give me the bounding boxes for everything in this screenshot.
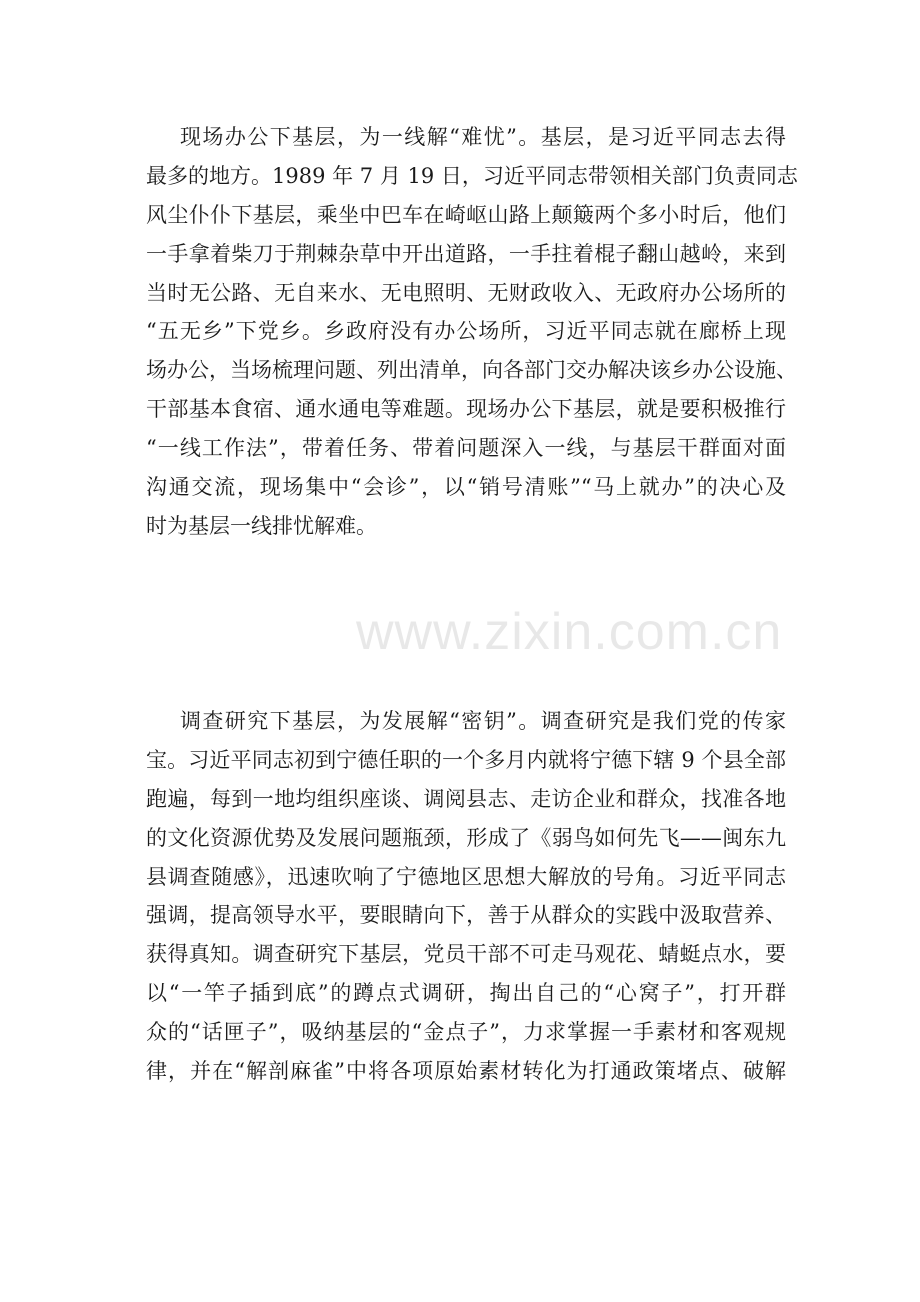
text-line: “五无乡”下党乡。乡政府没有办公场所，习近平同志就在廊桥上现 [146, 319, 786, 344]
text-line: 最多的地方。1989 年 7 月 19 日，习近平同志带领相关部门负责同志 [146, 163, 798, 188]
watermark: www.zixin.com.cn [356, 603, 783, 661]
text-line: 干部基本食宿、通水通电等难题。现场办公下基层，就是要积极推行 [146, 397, 786, 422]
text-line: 宝。习近平同志初到宁德任职的一个多月内就将宁德下辖 9 个县全部 [146, 747, 786, 772]
text-line: 风尘仆仆下基层，乘坐中巴车在崎岖山路上颠簸两个多小时后，他们 [146, 202, 786, 227]
text-line: 沟通交流，现场集中“会诊”，以“销号清账”“马上就办”的决心及 [146, 475, 786, 500]
text-line: 众的“话匣子”，吸纳基层的“金点子”，力求掌握一手素材和客观规 [146, 1020, 786, 1045]
text-line: 强调，提高领导水平，要眼睛向下，善于从群众的实践中汲取营养、 [146, 903, 786, 928]
text-line: 以“一竿子插到底”的蹲点式调研，掏出自己的“心窝子”，打开群 [146, 981, 786, 1006]
text-line: 时为基层一线排忧解难。 [146, 513, 377, 538]
text-line: 场办公，当场梳理问题、列出清单，向各部门交办解决该乡办公设施、 [146, 358, 797, 383]
paragraph-onsite-office [146, 118, 798, 546]
text-line: 现场办公下基层，为一线解“难忧”。基层，是习近平同志去得 [180, 125, 786, 149]
text-line: 当时无公路、无自来水、无电照明、无财政收入、无政府办公场所的 [146, 280, 786, 305]
text-line: 的文化资源优势及发展问题瓶颈，形成了《弱鸟如何先飞——闽东九 [146, 825, 786, 850]
text-line: 一手拿着柴刀于荆棘杂草中开出道路，一手拄着棍子翻山越岭，来到 [146, 241, 786, 266]
text-line: 县调查随感》，迅速吹响了宁德地区思想大解放的号角。习近平同志 [146, 864, 786, 889]
text-line: 调查研究下基层，为发展解“密钥”。调查研究是我们党的传家 [180, 709, 786, 733]
text-line: “一线工作法”，带着任务、带着问题深入一线，与基层干群面对面 [146, 436, 786, 461]
text-line: 获得真知。调查研究下基层，党员干部不可走马观花、蜻蜓点水，要 [146, 942, 786, 967]
paragraph-research [146, 702, 786, 1091]
text-line: 律，并在“解剖麻雀”中将各项原始素材转化为打通政策堵点、破解 [146, 1059, 786, 1084]
text-line: 跑遍，每到一地均组织座谈、调阅县志、走访企业和群众，找准各地 [146, 786, 786, 811]
